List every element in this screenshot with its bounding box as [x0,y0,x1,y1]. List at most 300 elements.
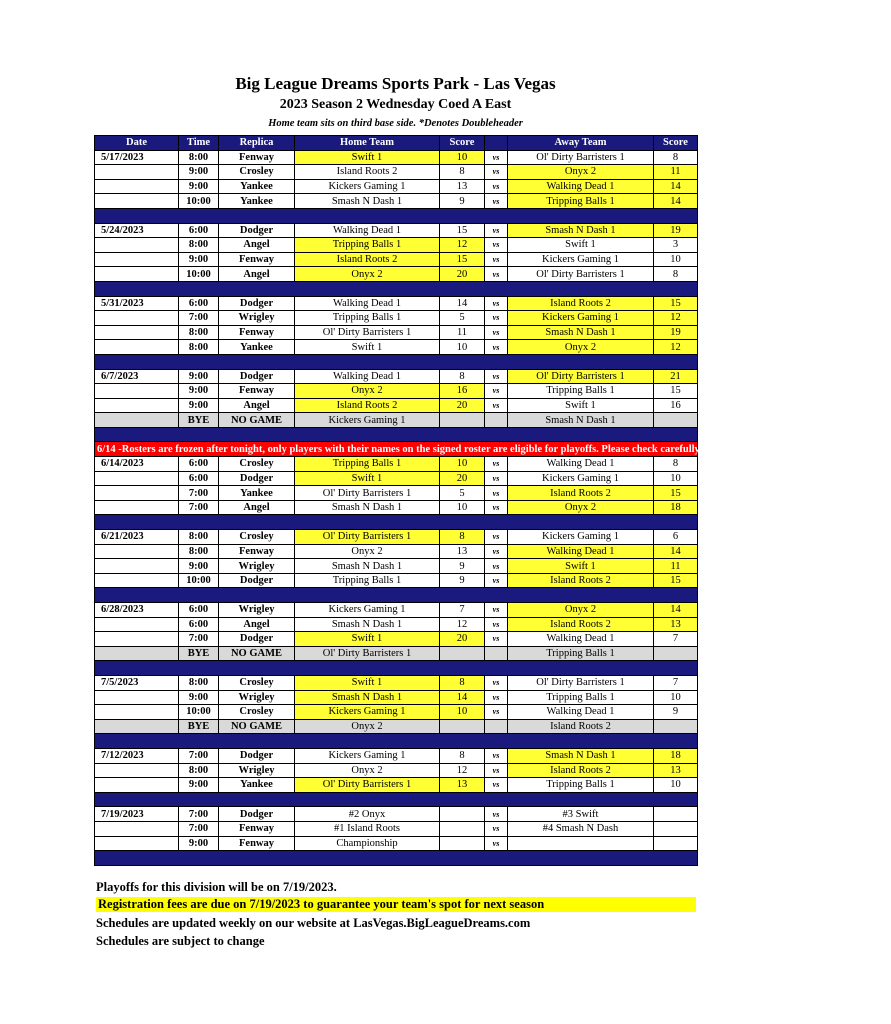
schedule-body [95,150,891,865]
home-team: Kickers Gaming 1 [295,705,440,720]
col-header-vs [485,136,508,151]
game-date: 7/19/2023 [95,807,179,822]
field-replica: Crosley [219,705,295,720]
table-row [95,238,698,253]
table-row [95,486,698,501]
game-time: 9:00 [179,690,219,705]
table-row [95,325,698,340]
home-team: Swift 1 [295,675,440,690]
game-date [95,719,179,734]
away-team: Ol' Dirty Barristers 1 [508,267,654,282]
away-team: Walking Dead 1 [508,544,654,559]
game-date [95,165,179,180]
home-score: 20 [440,398,485,413]
game-time: 7:00 [179,821,219,836]
away-team: Walking Dead 1 [508,705,654,720]
home-score: 9 [440,194,485,209]
away-team: Kickers Gaming 1 [508,530,654,545]
field-replica: Crosley [219,457,295,472]
table-row [95,748,698,763]
game-date [95,690,179,705]
week-separator [95,515,698,530]
game-date: 5/24/2023 [95,223,179,238]
week-separator [95,851,698,866]
home-team: Ol' Dirty Barristers 1 [295,486,440,501]
away-team: Kickers Gaming 1 [508,311,654,326]
away-score: 14 [654,603,698,618]
home-team: Swift 1 [295,340,440,355]
away-team: Island Roots 2 [508,486,654,501]
away-team: Island Roots 2 [508,617,654,632]
away-score: 3 [654,238,698,253]
field-replica: Wrigley [219,690,295,705]
vs-label: vs [485,544,508,559]
field-replica: Dodger [219,223,295,238]
away-team: Swift 1 [508,398,654,413]
home-score: 13 [440,179,485,194]
game-date [95,252,179,267]
col-header-away-team: Away Team [508,136,654,151]
page-title: Big League Dreams Sports Park - Las Vegas [235,74,556,93]
table-row [95,252,698,267]
home-score: 12 [440,763,485,778]
field-replica: Crosley [219,675,295,690]
home-team: Tripping Balls 1 [295,238,440,253]
home-score: 14 [440,690,485,705]
away-score: 11 [654,165,698,180]
away-team: Swift 1 [508,238,654,253]
home-team: Championship [295,836,440,851]
vs-label: vs [485,632,508,647]
vs-label: vs [485,150,508,165]
table-row [95,384,698,399]
week-separator [95,588,698,603]
table-row [95,632,698,647]
table-row [95,646,698,661]
home-score: 16 [440,384,485,399]
game-time: 8:00 [179,544,219,559]
away-team: Walking Dead 1 [508,179,654,194]
home-team: Onyx 2 [295,384,440,399]
away-team: Island Roots 2 [508,573,654,588]
game-date [95,544,179,559]
vs-label: vs [485,238,508,253]
game-date [95,763,179,778]
separator-bar [95,427,698,442]
vs-label: vs [485,267,508,282]
game-date [95,471,179,486]
table-row [95,223,698,238]
game-time: 8:00 [179,340,219,355]
table-row [95,179,698,194]
game-time: 10:00 [179,194,219,209]
field-replica: NO GAME [219,413,295,428]
away-score: 7 [654,675,698,690]
table-row [95,311,698,326]
home-team: Walking Dead 1 [295,369,440,384]
week-separator [95,792,698,807]
away-score: 8 [654,457,698,472]
home-score: 8 [440,748,485,763]
separator-bar [95,515,698,530]
table-row [95,807,698,822]
vs-label [485,719,508,734]
table-row [95,296,698,311]
home-team: Kickers Gaming 1 [295,603,440,618]
home-team: Kickers Gaming 1 [295,413,440,428]
away-team: Ol' Dirty Barristers 1 [508,675,654,690]
field-replica: Fenway [219,821,295,836]
away-score: 11 [654,559,698,574]
home-score: 15 [440,223,485,238]
table-row [95,778,698,793]
table-header-row [95,136,698,151]
away-score: 14 [654,194,698,209]
game-date [95,179,179,194]
game-date [95,778,179,793]
home-team: Island Roots 2 [295,165,440,180]
separator-bar [95,208,698,223]
away-score: 7 [654,632,698,647]
table-row [95,165,698,180]
away-score [654,646,698,661]
away-score: 13 [654,763,698,778]
home-team: #2 Onyx [295,807,440,822]
home-score: 10 [440,457,485,472]
table-row [95,690,698,705]
home-team: Walking Dead 1 [295,296,440,311]
home-team: Smash N Dash 1 [295,559,440,574]
footer-change-note: Schedules are subject to change [96,934,265,948]
separator-bar [95,354,698,369]
away-score: 18 [654,748,698,763]
game-date: 7/5/2023 [95,675,179,690]
away-score: 21 [654,369,698,384]
game-date [95,573,179,588]
table-row [95,267,698,282]
away-team: Onyx 2 [508,500,654,515]
field-replica: Fenway [219,544,295,559]
home-score: 9 [440,573,485,588]
vs-label: vs [485,471,508,486]
field-replica: Dodger [219,807,295,822]
away-score: 16 [654,398,698,413]
game-time: 9:00 [179,836,219,851]
away-team: Walking Dead 1 [508,632,654,647]
vs-label: vs [485,675,508,690]
game-date [95,632,179,647]
field-replica: NO GAME [219,646,295,661]
vs-label [485,646,508,661]
field-replica: Angel [219,267,295,282]
vs-label: vs [485,486,508,501]
away-team: Tripping Balls 1 [508,778,654,793]
field-replica: Angel [219,500,295,515]
home-score: 10 [440,340,485,355]
vs-label: vs [485,165,508,180]
game-date [95,311,179,326]
week-separator [95,208,698,223]
game-date [95,340,179,355]
field-replica: Fenway [219,150,295,165]
table-row [95,457,698,472]
table-row [95,194,698,209]
table-row [95,821,698,836]
away-team: Smash N Dash 1 [508,413,654,428]
footer-registration-note: Registration fees are due on 7/19/2023 to guarantee your team's spot for next season [96,897,696,912]
home-score [440,821,485,836]
home-team: Ol' Dirty Barristers 1 [295,778,440,793]
home-team: Onyx 2 [295,544,440,559]
away-score: 13 [654,617,698,632]
away-score: 15 [654,384,698,399]
table-row [95,398,698,413]
separator-bar [95,661,698,676]
field-replica: Wrigley [219,603,295,618]
game-time: 6:00 [179,223,219,238]
home-score: 10 [440,150,485,165]
away-team: Tripping Balls 1 [508,194,654,209]
field-replica: Wrigley [219,559,295,574]
away-score: 8 [654,267,698,282]
away-score: 14 [654,544,698,559]
home-team: Island Roots 2 [295,398,440,413]
home-team: Ol' Dirty Barristers 1 [295,530,440,545]
vs-label: vs [485,836,508,851]
away-team: Island Roots 2 [508,296,654,311]
separator-bar [95,734,698,749]
home-team: Smash N Dash 1 [295,500,440,515]
away-team: Kickers Gaming 1 [508,471,654,486]
game-time: 6:00 [179,471,219,486]
home-score: 13 [440,778,485,793]
game-time: 7:00 [179,311,219,326]
home-score: 14 [440,296,485,311]
game-date [95,836,179,851]
home-team: Kickers Gaming 1 [295,748,440,763]
table-row [95,471,698,486]
game-date: 6/14/2023 [95,457,179,472]
away-score: 19 [654,223,698,238]
field-replica: Angel [219,398,295,413]
home-score: 8 [440,530,485,545]
away-team: Swift 1 [508,559,654,574]
away-score: 12 [654,340,698,355]
vs-label: vs [485,690,508,705]
home-score: 11 [440,325,485,340]
home-score [440,807,485,822]
game-time: 9:00 [179,369,219,384]
game-date [95,617,179,632]
away-team: Tripping Balls 1 [508,384,654,399]
field-replica: Yankee [219,486,295,501]
table-row [95,705,698,720]
vs-label: vs [485,559,508,574]
field-replica: NO GAME [219,719,295,734]
week-separator [95,427,698,442]
separator-bar [95,588,698,603]
home-team: Ol' Dirty Barristers 1 [295,646,440,661]
field-replica: Fenway [219,252,295,267]
game-time: 6:00 [179,296,219,311]
home-team: Tripping Balls 1 [295,311,440,326]
table-row [95,603,698,618]
vs-label: vs [485,705,508,720]
home-team: Onyx 2 [295,267,440,282]
away-team: #4 Smash N Dash [508,821,654,836]
separator-bar [95,281,698,296]
away-score: 15 [654,573,698,588]
table-row [95,500,698,515]
home-score: 10 [440,705,485,720]
away-score: 12 [654,311,698,326]
vs-label: vs [485,573,508,588]
table-row [95,530,698,545]
game-time: BYE [179,646,219,661]
game-date [95,500,179,515]
week-separator [95,734,698,749]
away-team: Tripping Balls 1 [508,690,654,705]
home-team: Tripping Balls 1 [295,457,440,472]
field-replica: Yankee [219,778,295,793]
game-date [95,559,179,574]
home-team: Walking Dead 1 [295,223,440,238]
away-team: Onyx 2 [508,340,654,355]
game-time: 9:00 [179,252,219,267]
field-replica: Dodger [219,369,295,384]
col-header-away-score: Score [654,136,698,151]
home-score: 8 [440,675,485,690]
away-score: 15 [654,486,698,501]
game-time: 8:00 [179,325,219,340]
game-date [95,384,179,399]
game-date [95,238,179,253]
roster-freeze-notice [95,442,698,457]
home-team: Smash N Dash 1 [295,194,440,209]
footer-website-note: Schedules are updated weekly on our website at LasVegas.BigLeagueDreams.com [96,916,531,930]
away-score: 9 [654,705,698,720]
separator-bar [95,792,698,807]
game-date [95,646,179,661]
vs-label: vs [485,500,508,515]
away-score: 10 [654,471,698,486]
away-team: Island Roots 2 [508,763,654,778]
table-row [95,544,698,559]
col-header-home-score: Score [440,136,485,151]
away-team: Walking Dead 1 [508,457,654,472]
away-team [508,836,654,851]
away-team: Tripping Balls 1 [508,646,654,661]
table-row [95,573,698,588]
home-team: Swift 1 [295,471,440,486]
game-date: 5/17/2023 [95,150,179,165]
game-date: 7/12/2023 [95,748,179,763]
home-score: 5 [440,486,485,501]
table-row [95,836,698,851]
roster-freeze-text: 6/14 -Rosters are frozen after tonight, only players with their names on the signed roster are eligible for playoffs. Please check carefully as changes will not be made for omissions. [95,442,698,457]
game-date [95,398,179,413]
home-score: 5 [440,311,485,326]
away-score [654,719,698,734]
field-replica: Wrigley [219,763,295,778]
away-team: Ol' Dirty Barristers 1 [508,150,654,165]
away-score: 14 [654,179,698,194]
vs-label: vs [485,603,508,618]
home-team: Onyx 2 [295,719,440,734]
away-score: 6 [654,530,698,545]
away-team: Smash N Dash 1 [508,223,654,238]
col-header-time: Time [179,136,219,151]
away-team: Island Roots 2 [508,719,654,734]
home-team: Kickers Gaming 1 [295,179,440,194]
away-score [654,821,698,836]
game-time: BYE [179,719,219,734]
field-replica: Dodger [219,748,295,763]
game-time: 8:00 [179,675,219,690]
game-time: 8:00 [179,238,219,253]
home-score: 20 [440,471,485,486]
game-time: 7:00 [179,632,219,647]
vs-label: vs [485,778,508,793]
away-team: Onyx 2 [508,603,654,618]
week-separator [95,281,698,296]
home-team: Smash N Dash 1 [295,617,440,632]
away-score [654,836,698,851]
home-score: 8 [440,165,485,180]
vs-label: vs [485,748,508,763]
home-score: 8 [440,369,485,384]
home-score: 9 [440,559,485,574]
field-replica: Yankee [219,340,295,355]
home-score: 12 [440,617,485,632]
game-time: 7:00 [179,748,219,763]
home-team: Onyx 2 [295,763,440,778]
game-time: 9:00 [179,778,219,793]
game-time: 6:00 [179,603,219,618]
vs-label: vs [485,325,508,340]
vs-label: vs [485,384,508,399]
vs-label: vs [485,807,508,822]
game-time: 9:00 [179,559,219,574]
away-score: 15 [654,296,698,311]
vs-label: vs [485,252,508,267]
field-replica: Angel [219,238,295,253]
vs-label [485,413,508,428]
home-score: 15 [440,252,485,267]
away-score: 10 [654,690,698,705]
game-date [95,486,179,501]
home-score [440,836,485,851]
field-replica: Angel [219,617,295,632]
home-team: Island Roots 2 [295,252,440,267]
home-team: Tripping Balls 1 [295,573,440,588]
game-time: 8:00 [179,150,219,165]
separator-bar [95,851,698,866]
table-row [95,719,698,734]
schedule-note: Home team sits on third base side. *Denotes Doubleheader [268,118,523,129]
table-row [95,150,698,165]
home-score: 13 [440,544,485,559]
week-separator [95,661,698,676]
game-time: 6:00 [179,617,219,632]
away-team: Kickers Gaming 1 [508,252,654,267]
game-date: 5/31/2023 [95,296,179,311]
field-replica: Dodger [219,573,295,588]
game-time: 9:00 [179,165,219,180]
field-replica: Fenway [219,836,295,851]
game-time: 10:00 [179,267,219,282]
game-date [95,194,179,209]
